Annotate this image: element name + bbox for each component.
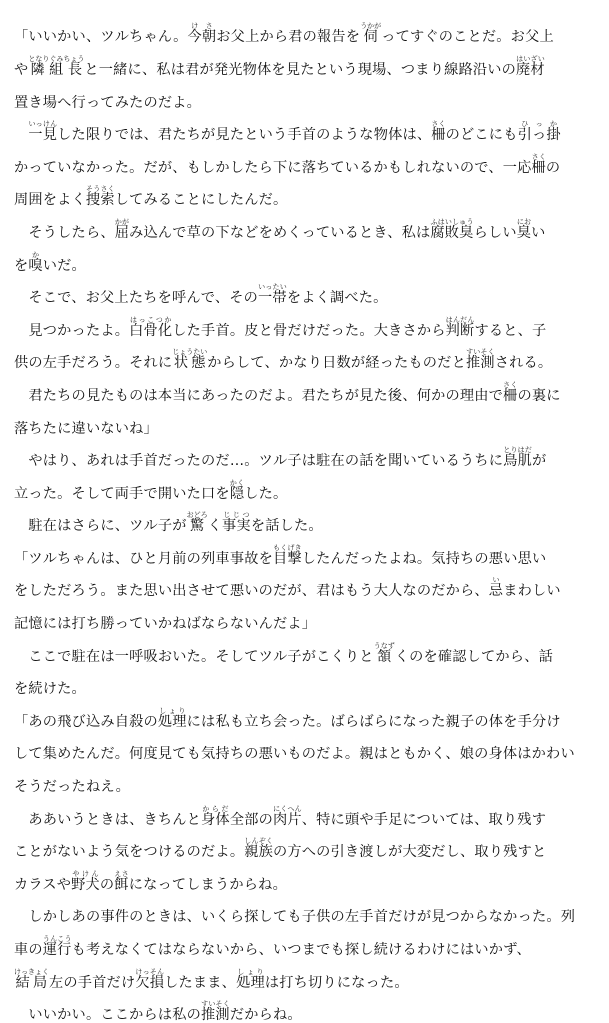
text-run: そうしたら、 xyxy=(14,224,115,241)
furigana-base: 柵 xyxy=(503,387,518,404)
furigana-base: 腐敗臭 xyxy=(430,224,474,241)
text-run: そうだったねえ。 xyxy=(14,779,130,796)
text-run: まわしい xyxy=(503,583,561,600)
furigana-reading: うんこう xyxy=(42,935,72,944)
furigana-base: 処理 xyxy=(157,713,187,730)
furigana-base: 運行 xyxy=(42,942,72,959)
text-run xyxy=(14,128,28,142)
furigana-reading: さく xyxy=(431,120,446,129)
furigana-reading: じょうたい xyxy=(172,348,208,357)
text-run: く xyxy=(207,518,223,535)
furigana-word xyxy=(86,185,115,207)
text-run: 、特に頭や手足については、取り残す xyxy=(301,811,547,828)
text-line xyxy=(14,12,599,45)
text-line xyxy=(14,468,599,501)
text-run: くのを確認してから、話 xyxy=(394,648,553,665)
furigana-reading: うなず xyxy=(373,641,395,650)
text-body xyxy=(14,12,599,1022)
text-run: したんだったよね。気持ちの悪い思い xyxy=(301,550,547,567)
furigana-word xyxy=(188,22,217,44)
furigana-word xyxy=(273,544,302,566)
text-line xyxy=(14,729,599,762)
text-run: してみることにしたんだ。 xyxy=(114,192,288,209)
furigana-word xyxy=(518,120,561,142)
furigana-reading: しょり xyxy=(236,967,265,976)
furigana-word xyxy=(466,348,495,370)
text-run: 周囲をよく xyxy=(14,192,86,209)
furigana-reading: けさ xyxy=(187,22,217,31)
furigana-reading: けっそん xyxy=(135,967,165,976)
text-run: をしただろう。また思い出させて悪いのだが、君はもう大人なのだから、 xyxy=(14,583,489,600)
furigana-base: 肉片 xyxy=(273,811,302,828)
text-run: 車の xyxy=(14,942,43,959)
furigana-base: 結局 xyxy=(14,974,49,991)
furigana-base: 野犬 xyxy=(71,876,100,893)
text-run: いだ。 xyxy=(42,257,86,274)
furigana-base: 処理 xyxy=(236,974,265,991)
furigana-base: 餌 xyxy=(114,876,129,893)
furigana-base: 嗅 xyxy=(28,257,43,274)
text-line xyxy=(14,534,599,567)
text-run: を話した。 xyxy=(250,518,323,535)
furigana-reading: はんだん xyxy=(445,315,475,324)
text-run: した限りでは、君たちが見たという手首のような物体は、 xyxy=(57,127,432,144)
furigana-base: 屈 xyxy=(114,224,130,241)
text-line xyxy=(14,859,599,892)
text-line xyxy=(14,925,599,958)
furigana-reading: さく xyxy=(531,152,546,161)
furigana-word xyxy=(446,316,475,338)
furigana-base: 隠 xyxy=(229,485,245,502)
furigana-reading: やけん xyxy=(71,869,100,878)
text-run: を続けた。 xyxy=(14,681,86,698)
text-line xyxy=(14,110,599,143)
text-run: される。 xyxy=(494,355,553,372)
furigana-base: 引っ掛 xyxy=(517,127,561,144)
furigana-word xyxy=(222,511,251,533)
furigana-word xyxy=(374,642,395,664)
text-run: 落ちたに違いないね」 xyxy=(14,420,158,437)
text-line xyxy=(14,762,599,795)
furigana-reading: えさ xyxy=(114,869,129,878)
text-run: した。 xyxy=(244,485,288,502)
text-run: と一緒に、私は君が発光物体を見たという現場、つまり線路沿いの xyxy=(84,61,517,78)
furigana-word xyxy=(28,251,42,273)
furigana-reading: か xyxy=(28,250,43,259)
furigana-word xyxy=(360,22,381,44)
furigana-word xyxy=(431,120,445,142)
text-run: からして、かなり日数が経ったものだと xyxy=(207,355,466,372)
furigana-reading: ひっか xyxy=(517,120,561,129)
text-run: ここで駐在は一呼吸おいた。そしてツル子がこくりと xyxy=(14,648,374,665)
text-run: 「あの飛び込み自殺の xyxy=(14,713,158,730)
furigana-reading: はいざい xyxy=(516,54,545,63)
text-run: 置き場へ行ってみたのだよ。 xyxy=(14,94,202,111)
furigana-reading: にお xyxy=(516,217,532,226)
furigana-word xyxy=(201,1000,230,1022)
furigana-reading: とりはだ xyxy=(503,446,532,455)
text-line xyxy=(14,77,599,110)
text-run: やはり、あれは手首だったのだ…。ツル子は駐在の話を聞いているうちに xyxy=(14,453,504,470)
furigana-base: 柵 xyxy=(431,127,446,144)
furigana-base: 臭 xyxy=(516,224,532,241)
text-line xyxy=(14,990,599,1023)
furigana-word xyxy=(129,316,172,338)
text-run: ことがないよう気をつけるのだよ。 xyxy=(14,844,245,861)
furigana-base: 親族 xyxy=(244,844,273,861)
furigana-base: 今朝 xyxy=(187,29,217,46)
text-run: そこで、お父上たちを呼んで、その xyxy=(14,290,259,307)
furigana-reading: からだ xyxy=(201,804,230,813)
text-run: 全部の xyxy=(229,811,273,828)
text-run: の方への引き渡しが大変だし、取り残すと xyxy=(272,844,547,861)
text-line xyxy=(14,957,599,990)
furigana-word xyxy=(201,805,230,827)
furigana-reading: うかが xyxy=(360,22,382,31)
furigana-word xyxy=(28,55,84,77)
furigana-reading: そうさく xyxy=(85,185,115,194)
text-line xyxy=(14,664,599,697)
furigana-base: 判断 xyxy=(445,322,475,339)
furigana-base: 白骨化 xyxy=(129,322,173,339)
text-run: 「ツルちゃんは、ひと月前の列車事故を xyxy=(14,550,273,567)
furigana-reading: じじつ xyxy=(222,511,251,520)
furigana-base: 一帯 xyxy=(258,290,287,307)
text-run: 記憶には打ち勝っていかねばならないんだよ」 xyxy=(14,616,317,633)
furigana-reading: けっきょく xyxy=(14,967,49,976)
text-line xyxy=(14,175,599,208)
text-line xyxy=(14,142,599,175)
text-line xyxy=(14,273,599,306)
text-line xyxy=(14,403,599,436)
text-line xyxy=(14,599,599,632)
furigana-reading: い xyxy=(488,576,504,585)
furigana-base: 状態 xyxy=(172,355,208,372)
text-run: カラスや xyxy=(14,876,72,893)
text-run: の裏に xyxy=(517,387,561,404)
furigana-reading: しんぞく xyxy=(244,837,273,846)
text-run: らしい xyxy=(473,224,517,241)
furigana-base: 推測 xyxy=(465,355,495,372)
text-run: が xyxy=(531,453,547,470)
text-line xyxy=(14,566,599,599)
text-run: したまま、 xyxy=(164,974,237,991)
furigana-word xyxy=(517,218,531,240)
furigana-word xyxy=(187,511,208,533)
furigana-word xyxy=(273,805,302,827)
furigana-reading: いっけん xyxy=(28,120,58,129)
text-line xyxy=(14,45,599,78)
furigana-reading: となりぐみちょう xyxy=(28,54,85,63)
text-run: 「いいかい、ツルちゃん。 xyxy=(14,29,188,46)
text-run: の xyxy=(99,876,115,893)
text-line xyxy=(14,631,599,664)
furigana-word xyxy=(430,218,473,240)
text-run: を xyxy=(14,257,29,274)
furigana-word xyxy=(115,218,129,240)
furigana-reading: はっこつか xyxy=(129,315,173,324)
furigana-base: 目撃 xyxy=(272,550,302,567)
furigana-reading: しょり xyxy=(157,706,187,715)
text-line xyxy=(14,436,599,469)
furigana-base: 一見 xyxy=(28,127,58,144)
text-run: ってすぐのことだ。お父上 xyxy=(381,29,554,46)
furigana-word xyxy=(258,283,287,305)
text-line xyxy=(14,338,599,371)
text-line xyxy=(14,794,599,827)
text-run: をよく調べた。 xyxy=(286,290,388,307)
furigana-base: 事実 xyxy=(222,518,251,535)
furigana-base: 忌 xyxy=(488,583,504,600)
furigana-word xyxy=(230,479,244,501)
text-run: かっていなかった。だが、もしかしたら下に落ちているかもしれないので、一応 xyxy=(14,159,532,176)
furigana-word xyxy=(489,576,503,598)
furigana-reading: いったい xyxy=(258,283,287,292)
furigana-base: 推測 xyxy=(201,1007,230,1023)
text-run: い xyxy=(531,224,546,241)
furigana-reading: もくげき xyxy=(272,543,302,552)
furigana-word xyxy=(28,120,57,142)
text-run: 供の左手だろう。それに xyxy=(14,355,173,372)
text-run: は打ち切りになった。 xyxy=(264,974,409,991)
furigana-reading: ふはいしゅう xyxy=(430,217,474,226)
text-run: 駐在はさらに、ツル子が xyxy=(14,518,187,535)
text-run: だからね。 xyxy=(229,1007,302,1023)
text-line xyxy=(14,827,599,860)
text-run: ああいうときは、きちんと xyxy=(14,811,202,828)
furigana-base: 身体 xyxy=(201,811,230,828)
furigana-word xyxy=(43,935,72,957)
text-line xyxy=(14,208,599,241)
text-run: 君たちの見たものは本当にあったのだよ。君たちが見た後、何かの理由で xyxy=(14,387,504,404)
text-run: には私も立ち会った。ばらばらになった親子の体を手分け xyxy=(186,713,561,730)
text-line xyxy=(14,305,599,338)
furigana-base: 欠損 xyxy=(135,974,165,991)
furigana-reading: すいそく xyxy=(465,348,495,357)
furigana-base: 伺 xyxy=(360,29,382,46)
furigana-word xyxy=(158,707,187,729)
furigana-word xyxy=(532,153,546,175)
furigana-reading: おどろ xyxy=(186,511,208,520)
text-run: いいかい。ここからは私の xyxy=(14,1007,202,1023)
text-run: 左の手首だけ xyxy=(49,974,136,991)
text-run: して集めたんだ。何度見ても気持ちの悪いものだよ。親はともかく、娘の身体はかわい xyxy=(14,746,575,763)
text-line xyxy=(14,371,599,404)
furigana-word xyxy=(503,381,517,403)
text-run: や xyxy=(14,61,29,78)
furigana-word xyxy=(516,55,545,77)
furigana-reading: かが xyxy=(114,217,130,226)
furigana-base: 隣組長 xyxy=(28,61,85,78)
furigana-word xyxy=(114,870,128,892)
furigana-reading: にくへん xyxy=(273,804,302,813)
furigana-base: 捜索 xyxy=(85,192,115,209)
text-run: み込んで草の下などをめくっているとき、私は xyxy=(129,224,431,241)
text-run: のどこにも xyxy=(445,127,518,144)
text-line xyxy=(14,696,599,729)
furigana-word xyxy=(503,446,532,468)
furigana-base: 驚 xyxy=(186,518,208,535)
furigana-reading: すいそく xyxy=(201,1000,230,1009)
text-run: した手首。皮と骨だけだった。大きさから xyxy=(172,322,446,339)
furigana-word xyxy=(172,348,207,370)
furigana-base: 柵 xyxy=(531,159,546,176)
text-run: しかしあの事件のときは、いくら探しても子供の左手首だけが見つからなかった。列 xyxy=(14,909,576,926)
text-line xyxy=(14,240,599,273)
furigana-base: 頷 xyxy=(373,648,395,665)
text-run: 立った。そして両手で開いた口を xyxy=(14,485,230,502)
text-run: お父上から君の報告を xyxy=(216,29,361,46)
text-run: も考えなくてはならないから、いつまでも探し続けるわけにはいかず、 xyxy=(71,942,531,959)
furigana-reading: さく xyxy=(503,380,518,389)
furigana-word xyxy=(244,837,273,859)
text-line xyxy=(14,892,599,925)
text-run: になってしまうからね。 xyxy=(128,876,287,893)
furigana-word xyxy=(71,870,100,892)
text-run: すると、子 xyxy=(474,322,547,339)
furigana-base: 廃材 xyxy=(516,61,545,78)
text-line xyxy=(14,501,599,534)
text-run: の xyxy=(545,159,561,176)
furigana-base: 鳥肌 xyxy=(503,453,532,470)
text-run: 見つかったよ。 xyxy=(14,322,130,339)
furigana-reading: かく xyxy=(229,478,245,487)
